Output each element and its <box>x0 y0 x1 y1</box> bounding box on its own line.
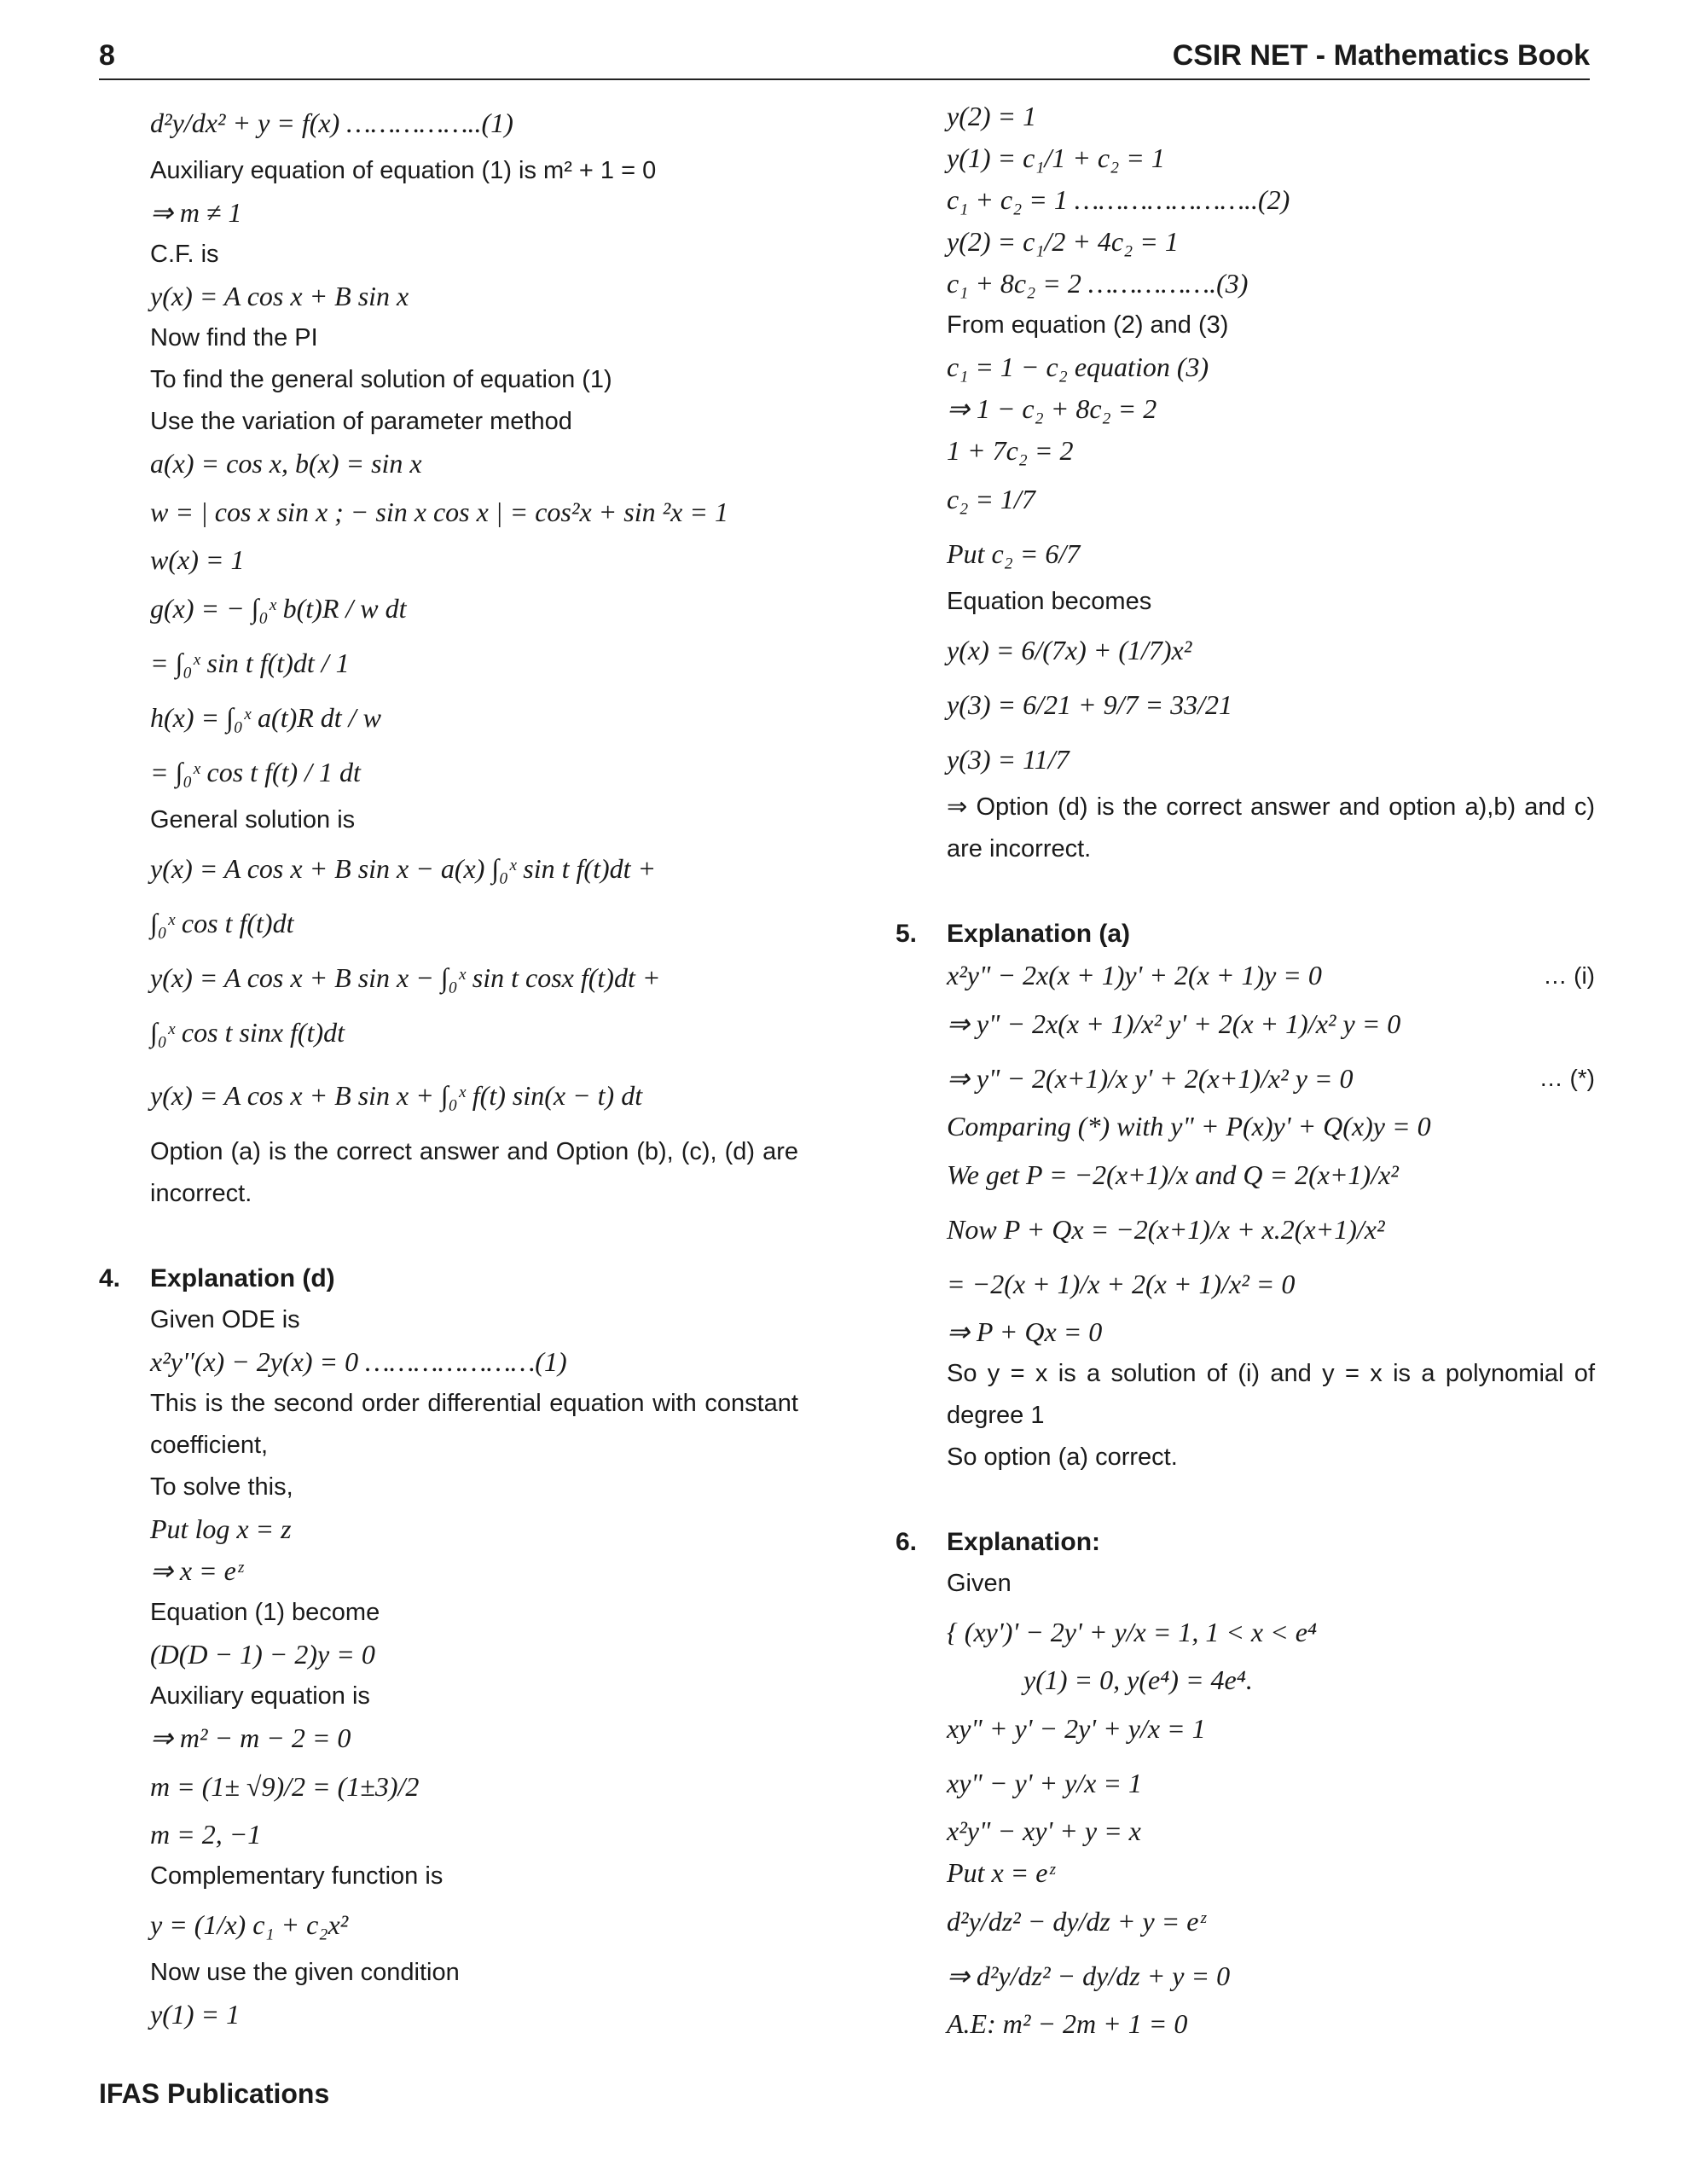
equation-line: = −2(x + 1)/x + 2(x + 1)/x² = 0 <box>947 1269 1296 1299</box>
equation-line: ⇒ d²y/dz² − dy/dz + y = 0 <box>947 1960 1231 1991</box>
equation-line: ∫₀ˣ cos t sinx f(t)dt <box>150 1017 345 1048</box>
right-column <box>896 96 1595 2045</box>
text-line: Use the variation of parameter method <box>150 408 572 435</box>
equation-line: ⇒ 1 − c₂ + 8c₂ = 2 <box>947 393 1157 424</box>
conclusion-text: So y = x is a solution of (i) and y = x is a polynomial of degree 1 <box>947 1360 1595 1429</box>
equation-line: ∫₀ˣ cos t f(t)dt <box>150 908 294 938</box>
text-line: General solution is <box>150 806 356 834</box>
text-line: Now find the PI <box>150 324 318 351</box>
equation-line <box>947 1051 1595 1106</box>
text-line: Now use the given condition <box>150 1959 460 1986</box>
equation-line: { (xy')' − 2y' + y/x = 1, 1 < x < e⁴ <box>947 1617 1318 1647</box>
equation-line: c₂ = 1/7 <box>947 484 1035 514</box>
equation-line: g(x) = − ∫₀ˣ b(t)R / w dt <box>150 593 407 624</box>
equation-line: ⇒ m² − m − 2 = 0 <box>150 1722 351 1753</box>
equation-line: Put log x = z <box>150 1513 292 1544</box>
equation-line: w = | cos x sin x ; − sin x cos x | = cos²x + sin ²x = 1 <box>150 497 728 527</box>
equation-line: = ∫₀ˣ sin t f(t)dt / 1 <box>150 648 350 678</box>
equation-line: ⇒ m ≠ 1 <box>150 197 242 228</box>
equation-line: Comparing (*) with y" + P(x)y' + Q(x)y = 0 <box>947 1111 1431 1141</box>
equation-line <box>947 955 1595 996</box>
equation-line: w(x) = 1 <box>150 544 245 575</box>
equation-line: y(2) = 1 <box>947 101 1037 131</box>
text-line: To find the general solution of equation (1) <box>150 366 612 393</box>
equation-line: (D(D − 1) − 2)y = 0 <box>150 1639 375 1670</box>
spacer <box>947 1478 1595 1521</box>
equation-line: xy" − y' + y/x = 1 <box>947 1768 1142 1798</box>
conclusion-text: ⇒ Option (d) is the correct answer and option a),b) and c) are incorrect. <box>947 793 1595 863</box>
section-number: 6. <box>896 1528 918 1556</box>
spacer <box>947 870 1595 913</box>
section-heading-6 <box>896 1521 1595 1563</box>
equation-line: ⇒ P + Qx = 0 <box>947 1316 1103 1347</box>
text-line: C.F. is <box>150 241 219 268</box>
equation-line: y(3) = 11/7 <box>947 744 1070 775</box>
equation-line: 1 + 7c₂ = 2 <box>947 435 1074 466</box>
conclusion-text: So option (a) correct. <box>947 1443 1178 1471</box>
equation-line: y(2) = c₁/2 + 4c₂ = 1 <box>947 226 1179 257</box>
text-line: Complementary function is <box>150 1862 443 1890</box>
conclusion-text: Option (a) is the correct answer and Option (b), (c), (d) are incorrect. <box>150 1138 798 1207</box>
equation-tag: … (i) <box>1543 962 1595 989</box>
equation-line: y(x) = A cos x + B sin x − ∫₀ˣ sin t cosx f(t)dt + <box>150 962 661 993</box>
equation-line: m = (1± √9)/2 = (1±3)/2 <box>150 1771 420 1802</box>
text-line: Given <box>947 1570 1012 1597</box>
equation-line: y(1) = c₁/1 + c₂ = 1 <box>947 142 1165 173</box>
equation-line: y(x) = 6/(7x) + (1/7)x² <box>947 635 1192 665</box>
equation-line: c₁ + c₂ = 1 …………………..(2) <box>947 184 1290 215</box>
section-heading-5 <box>896 913 1595 955</box>
equation-line: y(x) = A cos x + B sin x + ∫₀ˣ f(t) sin(x − t) dt <box>150 1080 643 1111</box>
text-line: This is the second order differential equation with constant coefficient, <box>150 1390 798 1459</box>
equation-line: y(x) = A cos x + B sin x − a(x) ∫₀ˣ sin t f(t)dt + <box>150 853 657 884</box>
section-number: 5. <box>896 920 918 948</box>
equation-line: Put c₂ = 6/7 <box>947 538 1081 569</box>
equation-text: x²y" − 2x(x + 1)y' + 2(x + 1)y = 0 <box>947 960 1322 990</box>
section-title: Explanation: <box>947 1528 1101 1556</box>
equation-line: y(3) = 6/21 + 9/7 = 33/21 <box>947 689 1232 720</box>
equation-tag: … (*) <box>1539 1065 1595 1091</box>
text-line: Equation becomes <box>947 588 1152 615</box>
spacer <box>150 1215 798 1258</box>
text-line: Equation (1) become <box>150 1599 380 1626</box>
equation-line: y(x) = A cos x + B sin x <box>150 281 409 311</box>
publisher-footer: IFAS Publications <box>99 2078 330 2109</box>
equation-line: ⇒ y" − 2x(x + 1)/x² y' + 2(x + 1)/x² y = 0 <box>947 1008 1401 1039</box>
text-line: Given ODE is <box>150 1306 300 1333</box>
text-line: Auxiliary equation is <box>150 1682 370 1710</box>
equation-line: = ∫₀ˣ cos t f(t) / 1 dt <box>150 757 361 787</box>
equation-line: ⇒ x = eᶻ <box>150 1555 243 1586</box>
equation-line: d²y/dz² − dy/dz + y = eᶻ <box>947 1906 1206 1937</box>
section-number: 4. <box>99 1264 121 1292</box>
section-title: Explanation (a) <box>947 920 1131 948</box>
equation-text: ⇒ y" − 2(x+1)/x y' + 2(x+1)/x² y = 0 <box>947 1063 1354 1094</box>
equation-line: A.E: m² − 2m + 1 = 0 <box>947 2008 1188 2039</box>
equation-line: a(x) = cos x, b(x) = sin x <box>150 448 422 479</box>
header-rule <box>99 78 1590 80</box>
equation-line: x²y" − xy' + y = x <box>947 1815 1141 1846</box>
equation-line: m = 2, −1 <box>150 1819 262 1850</box>
equation-line: y = (1/x) c₁ + c₂x² <box>150 1909 349 1940</box>
text-line: To solve this, <box>150 1473 293 1501</box>
equation-line: Now P + Qx = −2(x+1)/x + x.2(x+1)/x² <box>947 1214 1385 1245</box>
section-heading-4 <box>99 1258 798 1299</box>
equation-line: c₁ + 8c₂ = 2 …………….(3) <box>947 268 1249 299</box>
text-line: Auxiliary equation of equation (1) is m² + 1 = 0 <box>150 157 657 184</box>
text-line: From equation (2) and (3) <box>947 311 1229 339</box>
equation-line: h(x) = ∫₀ˣ a(t)R dt / w <box>150 702 381 733</box>
page-number: 8 <box>99 39 115 72</box>
equation-line: xy" + y' − 2y' + y/x = 1 <box>947 1713 1206 1744</box>
equation-line: x²y''(x) − 2y(x) = 0 …………………(1) <box>150 1346 567 1377</box>
equation-line: c₁ = 1 − c₂ equation (3) <box>947 351 1209 382</box>
book-title: CSIR NET - Mathematics Book <box>1172 39 1590 72</box>
equation-line: We get P = −2(x+1)/x and Q = 2(x+1)/x² <box>947 1159 1399 1190</box>
equation-line: y(1) = 1 <box>150 1999 241 2030</box>
equation-line: y(1) = 0, y(e⁴) = 4e⁴. <box>1023 1664 1253 1695</box>
equation-line: d²y/dx² + y = f(x) ……………..(1) <box>150 107 513 138</box>
equation-line: Put x = eᶻ <box>947 1857 1055 1888</box>
section-title: Explanation (d) <box>150 1264 335 1292</box>
left-column <box>99 96 798 2036</box>
